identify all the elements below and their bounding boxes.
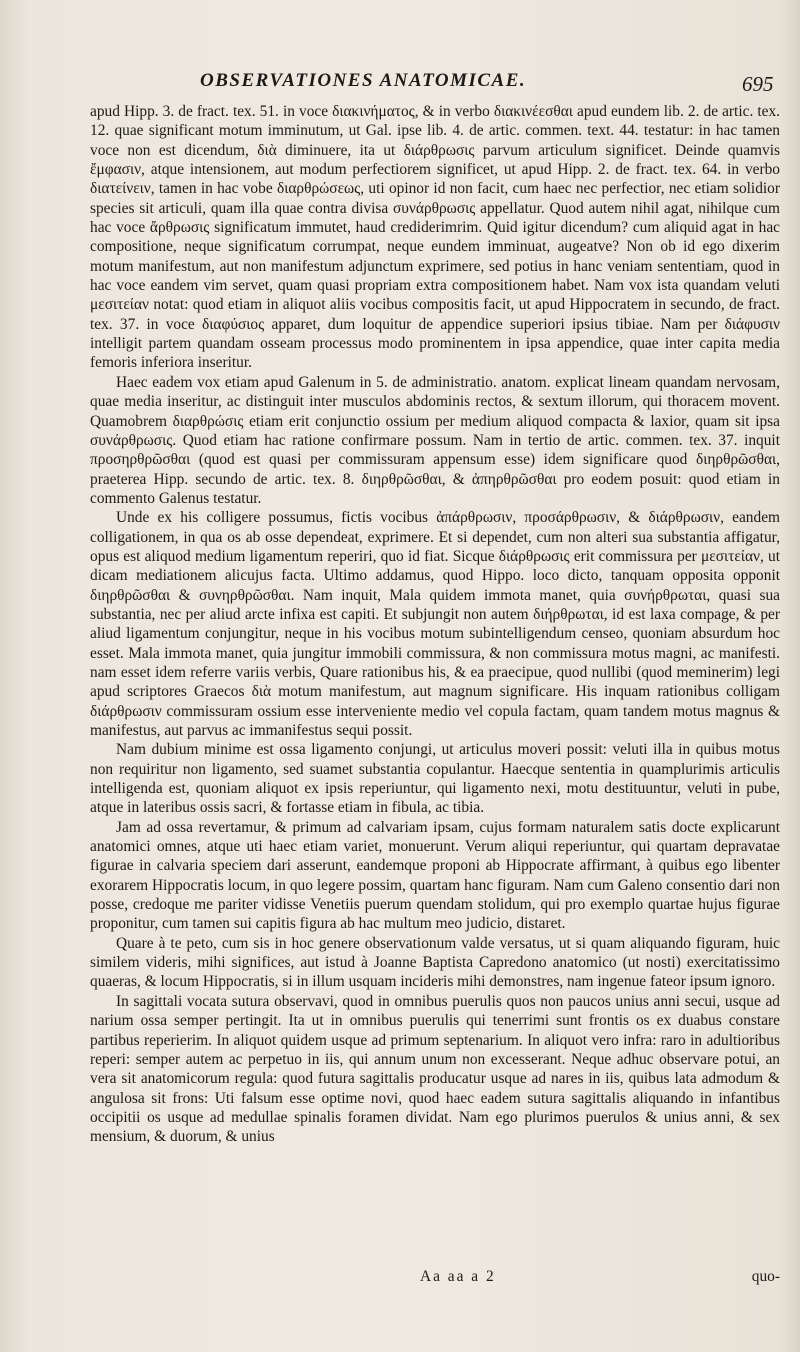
signature-mark: Aa aa a 2 (420, 1268, 496, 1285)
paragraph-5: Jam ad ossa revertamur, & primum ad calvariam ipsam, cujus formam naturalem satis docte explicarunt anatomici omnes, atque uti haec etiam variet, monuerunt. Verum aliqui reperiuntur, qui quartam depravatae figurae in calvaria speciem dari asserunt, eandemque proponi ab Hippocrate affirmant, à quibus ego libenter exorarem Hippocratis locum, in quo legere possim, quartam hanc figuram. Nam cum Galeno consentio dari non posse, credoque me pariter vidisse Venetiis puerum quendam stolidum, qui pro exemplo quartae hujus figurae proponitur, cum tamen sui capitis figura ab hac multum meo judicio, distaret. (90, 818, 780, 933)
catchword: quo- (751, 1268, 780, 1285)
paragraph-4: Nam dubium minime est ossa ligamento conjungi, ut articulus moveri possit: veluti illa in quibus motus non requiritur non ligamento, sed suamet substantia copulantur. Haecque sententia in quamplurimis articulis intelligenda est, quoniam aliquot ex ipsis reperiuntur, qui ligamento nexi, motu destituuntur, veluti in pube, atque in lateribus ossis sacri, & fortasse etiam in fibula, ac tibia. (90, 741, 780, 817)
paragraph-3: Unde ex his colligere possumus, fictis vocibus ἀπάρθρωσιν, προσάρθρωσιν, & διάρθρωσιν, eandem colligationem, in qua os ab osse dependeat, exprimere. Et si dependet, cum non alteri sua substantia affigatur, opus est aliquod medium ligamentum reperiri, quo id fiat. Sicque διάρθρωσις erit commissura per μεσιτείαν, ut dicam mediationem alicujus facta. Ultimo addamus, quod Hippo. loco dicto, tanquam opposita opponit διηρθρῶσθαι & συνηρθρῶσθαι. Nam inquit, Mala quidem immota manet, quia συνήρθρωται, quasi sua substantia, nec per aliud arcte infixa est capiti. Et subjungit non autem διήρθρωται, id est laxa compage, & per aliud ligamentum conjungitur, neque in his vocibus motum subintelligendum censeo, quoniam absurdum hoc esset. Mala immota manet, quia jungitur immobili commissura, & non commissura motus magni, ac manifesti. nam esset idem referre variis verbis, Quare rationibus his, & ea praecipue, quod nullibi (quod meminerim) legi apud scriptores Graecos διὰ motum manifestum, aut magnum significare. His inquam rationibus colligam διάρθρωσιν commissuram ossium esse interveniente medio vel copula factam, quam tandem motus magnus & manifestus, aut parvus ac immanifestus sequi possit. (90, 509, 780, 739)
page-footer (90, 1268, 780, 1288)
paragraph-6: Quare à te peto, cum sis in hoc genere observationum valde versatus, ut si quam aliquando figuram, huic similem videris, mihi significes, aut istud à Joanne Baptista Capredono anatomico (ut nosti) exercitatissimo quaeras, & locum Hippocratis, si in illum usquam incideris mihi demonstres, nam ingenue fateor ipsum ignoro. (90, 934, 780, 991)
page-number: 695 (742, 72, 774, 96)
paragraph-2: Haec eadem vox etiam apud Galenum in 5. de administratio. anatom. explicat lineam quandam nervosam, quae media inseritur, ac distinguit inter musculos abdominis rectos, & sextum illorum, qui thoracem movent. Quamobrem διαρθρώσις etiam erit conjunctio ossium per medium aliquod compacta & laxior, quam sit ipsa συνάρθρωσις. Quod etiam hac ratione confirmare possum. Nam in tertio de artic. commen. tex. 37. inquit προσηρθρῶσθαι (quod est quasi per commissuram appensum esse) idem significare quod διηρθρῶσθαι, praeterea Hipp. secundo de artic. tex. 8. διηρθρῶσθαι, & ἀπηρθρῶσθαι pro eodem posuit: quod etiam in commento Galenus testatur. (90, 373, 780, 507)
paragraph-7: In sagittali vocata sutura observavi, quod in omnibus puerulis quos non paucos unius anni secui, usque ad narium ossa semper pertingit. Ita ut in omnibus puerulis qui tenerrimi sunt frontis os ex duabus constare partibus reperierim. In aliquot quidem usque ad primum septenarium. In aliquot vero infra: raro in adultioribus reperi: semper autem ac perpetuo in iis, qui annum unum non excesserant. Neque adhuc observare potui, an vera sit anatomicorum regula: quod futura sagittalis producatur usque ad nares in iis, quibus lata admodum & angulosa sit frons: Uti falsum esse optime novi, quod haec eadem sutura sagittalis aliquando in infantibus occipitii os usque ad medullae spinalis foramen dividat. Nam ego plurimos puerulos & unius anni, & sex mensium, & duorum, & unius (90, 992, 780, 1146)
body-text (90, 102, 780, 1147)
paragraph-1: apud Hipp. 3. de fract. tex. 51. in voce διακινήματος, & in verbo διακινέεσθαι apud eundem lib. 2. de artic. tex. 12. quae significant motum imminutum, ut Gal. ipse lib. 4. de artic. commen. text. 44. testatur: in hac tamen voce non est dicendum, διὰ diminuere, ita ut διάρθρωσις parvum articulum significet. Deinde quamvis ἔμφασιν, atque intensionem, aut modum perfectiorem significet, ut apud Hipp. 2. de fract. tex. 64. in verbo διατείνειν, tamen in hac vobe διαρθρώσεως, uti opinor id non facit, cum haec nec perfectior, nec etiam solidior species sit articuli, quam illa quae contra divisa συνάρθρωσις appellatur. Quod autem nihil agat, nihilque cum hac voce ἄρθρωσις significatum immutet, haud crediderimrim. Quid igitur dicendum? cum aliquid agat in hac compositione, neque significatum corrumpat, neque eundem imminuat, augeatve? Non ob id ego dixerim motum manifestum, aut non manifestum adjunctum exprimere, sed potius in hanc veniam sententiam, quod in hac voce eandem vim servet, quam quasi propriam extra compositionem habet. Nam vox ista quandam veluti μεσιτείαν notat: quod etiam in aliquot aliis vocibus compositis facit, ut apud Hippocratem in secundo, de fract. tex. 37. in voce διαφύσιος apparet, dum loquitur de appendice superiori ipsius tibiae. Nam per διάφυσιν intelligit partem quandam osseam processus modo prominentem in ipsa appendice, quae inter capita media femoris inferiora inseritur. (90, 103, 780, 372)
running-header: OBSERVATIONES ANATOMICAE. (200, 70, 527, 91)
